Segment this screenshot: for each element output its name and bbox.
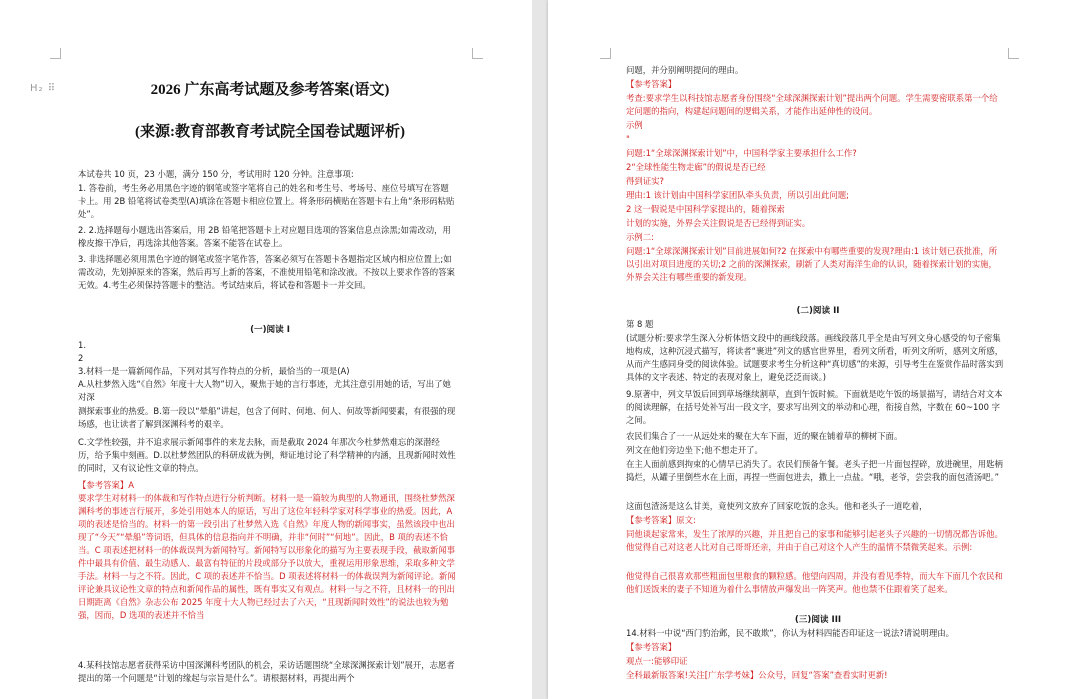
passage-line-1: 农民们集合了一一从远处来的聚在大车下面，近的聚在铺着草的柳树下面。 bbox=[626, 431, 903, 441]
question-9-stem: 9.原著中，列文早饭后回到草场继续割草，直到午饭时候。下面就是吃午饭的场景描写，请结合对文本的阅读理解，在括号处补写出一段文字，要求写出列文的举动和心理，衔接自然，字数在 60~100 字之间。 bbox=[626, 389, 1003, 425]
answer-q4-line-6: 得到证实? bbox=[626, 176, 664, 186]
answer-q4-line-9: 计划的实施，外界会关注假说是否已经得到证实。 bbox=[626, 218, 811, 228]
promo-footer-note: 全科最新版答案!关注[广东学考妹】公众号，回复“答案”查看实时更新! bbox=[626, 670, 888, 680]
heading-drag-handle-icon[interactable]: H₂ ⠿ bbox=[30, 83, 57, 94]
answer-q4-line-7: 理由:1 该计划由中国科学家团队牵头负责，所以引出此问题; bbox=[626, 190, 850, 200]
question-14-stem: 14.材料一中说“西门豹治邺，民不敢欺”，你认为材料四能否印证这一说法?请说明理由。 bbox=[626, 628, 954, 638]
question-number-2: 2 bbox=[78, 353, 84, 363]
document-page-1 bbox=[0, 0, 532, 699]
margin-mark-top-left bbox=[50, 48, 61, 59]
section-heading-reading-3: (三)阅读 III bbox=[794, 615, 842, 625]
passage-line-3: 在主人面前感到拘束的心情早已消失了。农民们预备午餐。老头子把一片面包捏碎，放进碗里，用匙柄捣烂，从罐子里倒些水在上面，再捏一些面包进去，撒上一点盐。“哦，老爷，尝尝我的面包渣汤吧。” bbox=[626, 459, 1003, 482]
answer-q4-line-1: 考查:要求学生以科技馆志愿者身份围绕“全球深渊探索计划”提出两个问题。学生需要密联系第一个给定问题的指向，构建起问题间的逻辑关系，才能作出延伸性的设问。 bbox=[626, 93, 998, 116]
document-page-2 bbox=[548, 0, 1080, 699]
answer-q4-line-10: 示例二: bbox=[626, 232, 654, 242]
margin-mark-top-right bbox=[472, 48, 483, 59]
question-4-continuation: 问题，并分别阐明提问的理由。 bbox=[626, 65, 744, 75]
question-3-stem: 3.材料一是一篇新闻作品，下列对其写作特点的分析，最恰当的一项是(A) bbox=[78, 366, 350, 376]
note-3: 3. 非选择题必须用黑色字迹的钢笔或签字笔作答，答案必须写在答题卡各题指定区域内相应位置上;如需改动，先划掉原来的答案，然后再写上新的答案，不准使用铅笔和涂改液。不按以上要求作答的答案无效。4.考生必须保持答题卡的整洁。考试结束后，将试卷和答题卡一并交回。 bbox=[78, 254, 455, 290]
question-8-label: 第 8 题 bbox=[626, 319, 654, 329]
answer-q4-line-3: " bbox=[626, 134, 630, 144]
note-1: 1. 答卷前，考生务必用黑色字迹的钢笔或签字笔将自己的姓名和考生号、考场号、座位号填写在答题卡上。用 2B 铅笔将试卷类型(A)填涂在答题卡相应位置上。将条形码横贴在答题卡右上角“条形码粘贴处”。 bbox=[78, 183, 455, 219]
exam-intro: 本试卷共 10 页，23 小题，满分 150 分，考试用时 120 分钟。注意事项: bbox=[78, 169, 354, 179]
answer-label-q14: 【参考答案】 bbox=[626, 642, 677, 652]
page-gap bbox=[532, 0, 548, 699]
answer-label-q3: 【参考答案】A bbox=[78, 480, 134, 490]
question-8-analysis: (试题分析:要求学生深入分析体悟文段中的画线段落。画线段落几乎全是由写列文身心感受的句子密集地构成，这种沉浸式描写，将读者“裹进”列文的感官世界里，看列文所看，听列文所听，感列文所感，从而产生感同身受的阅读体验。试题要求考生分析这种“真切感”的来源，引导考生在鉴赏作品时落实到具体的文字表述、特定的表现对象上，避免泛泛而谈。) bbox=[626, 333, 1004, 382]
question-4-stem: 4.某科技馆志愿者获得采访中国深渊科考团队的机会，采访话题围绕“全球深渊探索计划”展开，志愿者提出的第一个问题是“计划的缘起与宗旨是什么”。请根据材料，再提出两个 bbox=[78, 660, 455, 683]
page-subtitle: (来源:教育部教育考试院全国卷试题评析) bbox=[135, 124, 405, 140]
answer-q4-line-2: 示例 bbox=[626, 120, 643, 130]
question-3-option-b: 测探索事业的热爱。B.第一段以“晕船”讲起，包含了何时、何地、何人、何故等新闻要素，有很强的现场感，也让读者了解到深渊科考的艰辛。 bbox=[78, 406, 456, 429]
passage-line-2: 列文在他们旁边坐下;他不想走开了。 bbox=[626, 445, 763, 455]
answer-label-q9: 【参考答案】原文: bbox=[626, 515, 696, 525]
answer-explanation-q3: 要求学生对材料一的体裁和写作特点进行分析判断。材料一是一篇较为典型的人物通讯，围绕杜梦然深渊科考的事迹言行展开，多处引用她本人的原话，写出了这位年轻科学家对科学事业的热爱。因此，A 项的表述是恰当的。材料一的第一段引出了杜梦然入选《自然》年度人物的新闻事实，虽然该段中也出现了“今天”“晕船”等词语，但具体的信息指向并不明确，并非“何时”“何地”。因此，B 项的表述不恰当。C 项表述把材料一的体裁误判为新闻特写。新闻特写以形象化的描写为主要表现手段，截取新闻事件中最具有价值、最生动感人、最富有特征的片段或部分予以放大，重视运用形象思维，采取多种文学手法。材料一与之不符。因此，C 项的表述并不恰当。D 项表述将材料一的体裁误判为新闻评论。新闻评论兼具议论性文章的特点和新闻作品的属性，既有事实又有观点。材料一与之不符，且材料一的刊出日期距离《自然》杂志公布 2025 年度十大人物已经过去了六天，“且现新闻时效性”的说法也较为勉强，因而，D 选项的表述并不恰当 bbox=[78, 493, 456, 620]
page-title: 2026 广东高考试题及参考答案(语文) bbox=[150, 82, 390, 98]
section-heading-reading-1: (一)阅读 I bbox=[250, 325, 290, 335]
answer-label-q4: 【参考答案】 bbox=[626, 79, 677, 89]
section-heading-reading-2: (二)阅读 II bbox=[796, 306, 840, 316]
passage-line-4: 这面包渣汤是这么甘美，竟使列文放弃了回家吃饭的念头。他和老头子一道吃着， bbox=[626, 501, 928, 511]
answer-q4-line-4: 问题:1“全球深渊探索计划”中，中国科学家主要承担什么工作? bbox=[626, 148, 857, 158]
answer-q9-example: 他觉得自己很喜欢那些粗面包里粮食的颗粒感。他望向四周，并没有看见季特，而大车下面几个农民和他们送饭来的妻子不知道为着什么事情放声爆发出一阵笑声。他也禁不住跟着笑了起来。 bbox=[626, 571, 1003, 594]
question-3-option-a: A.从杜梦然入选“《自然》年度十大人物”切入，聚焦于她的言行事迹，尤其注意引用她的话，写出了她对深 bbox=[78, 379, 451, 402]
answer-q14: 观点一:能够印证 bbox=[626, 656, 688, 666]
answer-q4-line-5: 2“全球性能生物走廊”的假说是否已经 bbox=[626, 162, 766, 172]
question-number-1: 1. bbox=[78, 340, 86, 350]
answer-q4-line-8: 2 这一假说是中国科学家提出的，随着探索 bbox=[626, 204, 785, 214]
question-3-option-cd: C.文学性较强，并不追求展示新闻事件的来龙去脉，而是截取 2024 年那次今杜梦然难忘的深潜经历，给予集中刻画。D.以杜梦然团队的科研成就为例，辩证地讨论了科学精神的内涵，且现新闻时效性的同时，又有议论性文章的特点。 bbox=[78, 437, 456, 473]
answer-q9-original: 同他谈起家常来，发生了浓厚的兴趣，并且把自己的家事和能够引起老头子兴趣的一切情况都告诉他。他觉得自己对这老人比对自己哥哥还亲，并由于自己对这个人产生的温情不禁微笑起来。示例: bbox=[626, 529, 1003, 552]
margin-mark-top-left bbox=[600, 48, 611, 59]
answer-q4-line-11: 问题:1“全球深渊探索计划”目前进展如何?2 在探索中有哪些重要的发现?理由:1 该计划已获批准，所以引出对项目进度的关切;2 之前的深渊探索，刷新了人类对海洋生命的认识，随着探索计划的实施，外界会关注有哪些重要的新发现。 bbox=[626, 246, 998, 282]
note-2: 2. 2.选择题每小题选出答案后，用 2B 铅笔把答题卡上对应题目选项的答案信息点涂黑;如需改动，用橡皮擦干净后，再选涂其他答案。答案不能答在试卷上。 bbox=[78, 225, 451, 248]
margin-mark-top-right bbox=[1008, 48, 1019, 59]
